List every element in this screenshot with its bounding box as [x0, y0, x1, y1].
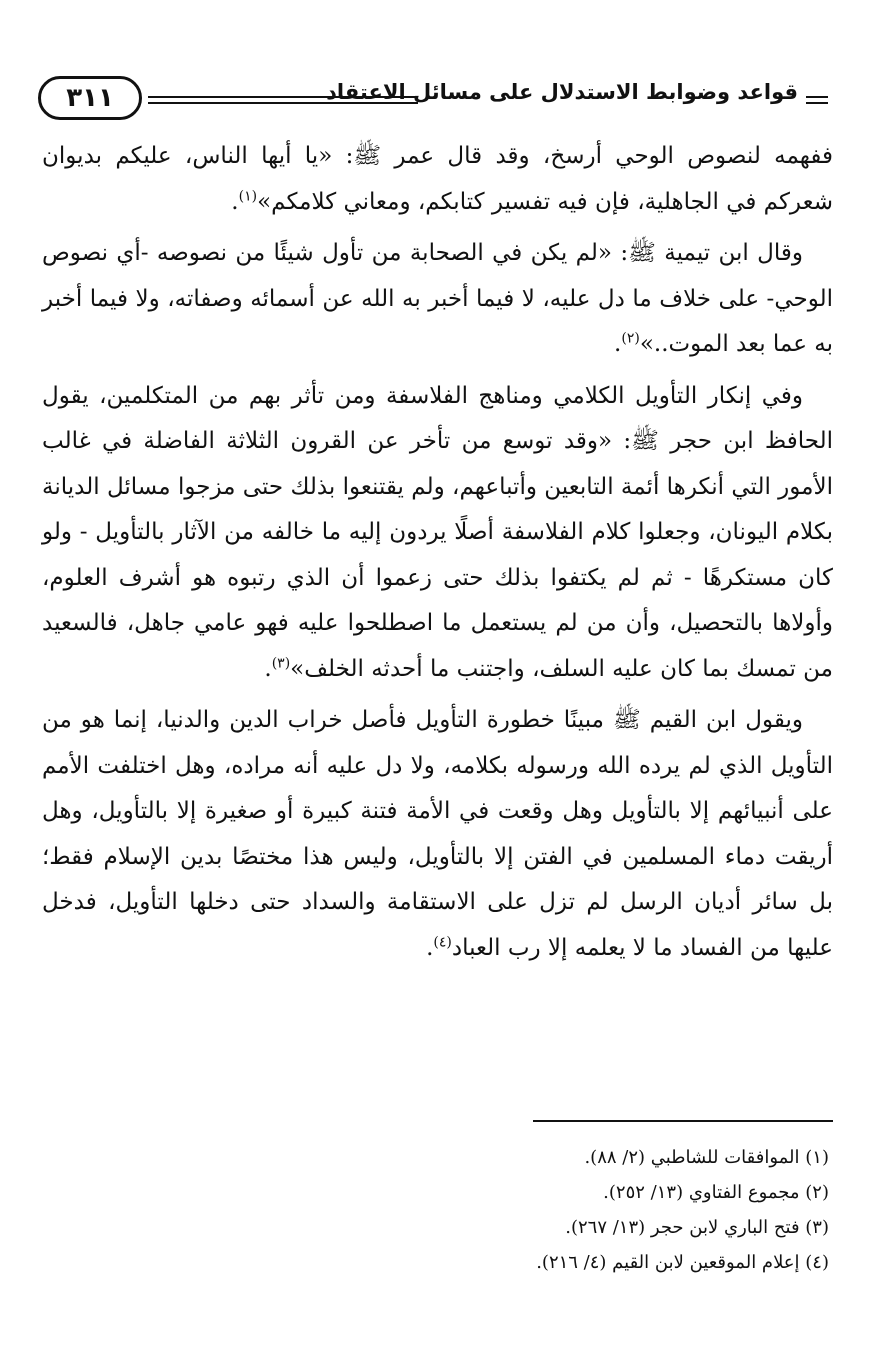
paragraph-4: [42, 698, 833, 971]
page-number: ٣١١: [38, 76, 142, 120]
paragraph-text: ففهمه لنصوص الوحي أرسخ، وقد قال عمر ﷺ: «يا أيها الناس، عليكم بديوان شعركم في الجاهلية، فإن فيه تفسير كتابكم، ومعاني كلامكم»: [42, 143, 833, 215]
footnote-divider: [533, 1120, 833, 1122]
paragraph-tail: .: [614, 331, 622, 357]
main-text: [42, 134, 833, 977]
header-rule-middle: [148, 96, 418, 104]
paragraph-tail: .: [231, 188, 239, 215]
paragraph-3: [42, 374, 833, 693]
footnote-reference: (٤): [433, 933, 452, 950]
footnote-4: (٤) إعلام الموقعين لابن القيم (٤/ ٢١٦).: [536, 1252, 829, 1273]
footnote-reference: (٢): [621, 330, 640, 347]
paragraph-text: وفي إنكار التأويل الكلامي ومناهج الفلاسفة ومن تأثر بهم من المتكلمين، يقول الحافظ ابن حجر ﷺ: «وقد توسع من تأخر عن القرون الثلاثة الفاضلة في غالب الأمور التي أنكرها أئمة التابعين وأتباعهم، ولم يقتنعوا بذلك حتى مزجوا مسائل الديانة بكلام اليونان، وجعلوا كلام الفلاسفة أصلًا يردون إليه ما خالفه من الآثار بالتأويل - ولو كان مستكرهًا - ثم لم يكتفوا بذلك حتى زعموا أن الذي رتبوه هو أشرف العلوم، وأولاها بالتحصيل، وأن من لم يستعمل ما اصطلحوا عليه فهو عامي جاهل، فالسعيد من تمسك بما كان عليه السلف، واجتنب ما أحدثه الخلف»: [42, 382, 833, 682]
paragraph-tail: .: [426, 934, 434, 961]
footnotes: [49, 1140, 829, 1280]
paragraph-2: [42, 231, 833, 368]
footnote-3: (٣) فتح الباري لابن حجر (١٣/ ٢٦٧).: [565, 1217, 829, 1238]
paragraph-text: وقال ابن تيمية ﷺ: «لم يكن في الصحابة من تأول شيئًا من نصوصه -أي نصوص الوحي- على خلاف ما دل عليه، لا فيما أخبر به الله عن أسمائه وصفاته، ولا فيما أخبر به عما بعد الموت..»: [42, 240, 833, 357]
paragraph-text: ويقول ابن القيم ﷺ مبينًا خطورة التأويل فأصل خراب الدين والدنيا، إنما هو من التأويل الذي لم يرده الله ورسوله بكلامه، ولا دل عليه أنه مراده، وهل اختلفت الأمم على أنبيائهم إلا بالتأويل وهل وقعت في الأمة فتنة كبيرة أو صغيرة إلا بالتأويل، وهل أريقت دماء المسلمين في الفتن إلا بالتأويل، وليس هذا مختصًا بدين الإسلام فقط؛ بل سائر أديان الرسل لم تزل على الاستقامة والسداد حتى دخلها التأويل، فدخل عليها من الفساد ما لا يعلمه إلا رب العباد: [42, 707, 833, 961]
running-title: قواعد وضوابط الاستدلال على مسائل الاعتقاد: [326, 80, 798, 104]
page-header: [38, 70, 828, 130]
header-rule-right: [806, 96, 828, 104]
paragraph-1: [42, 134, 833, 225]
footnote-reference: (٣): [271, 654, 291, 671]
footnote-1: (١) الموافقات للشاطبي (٢/ ٨٨).: [584, 1147, 829, 1168]
footnote-reference: (١): [238, 187, 258, 204]
paragraph-tail: .: [264, 655, 272, 682]
footnote-2: (٢) مجموع الفتاوي (١٣/ ٢٥٢).: [603, 1182, 829, 1203]
